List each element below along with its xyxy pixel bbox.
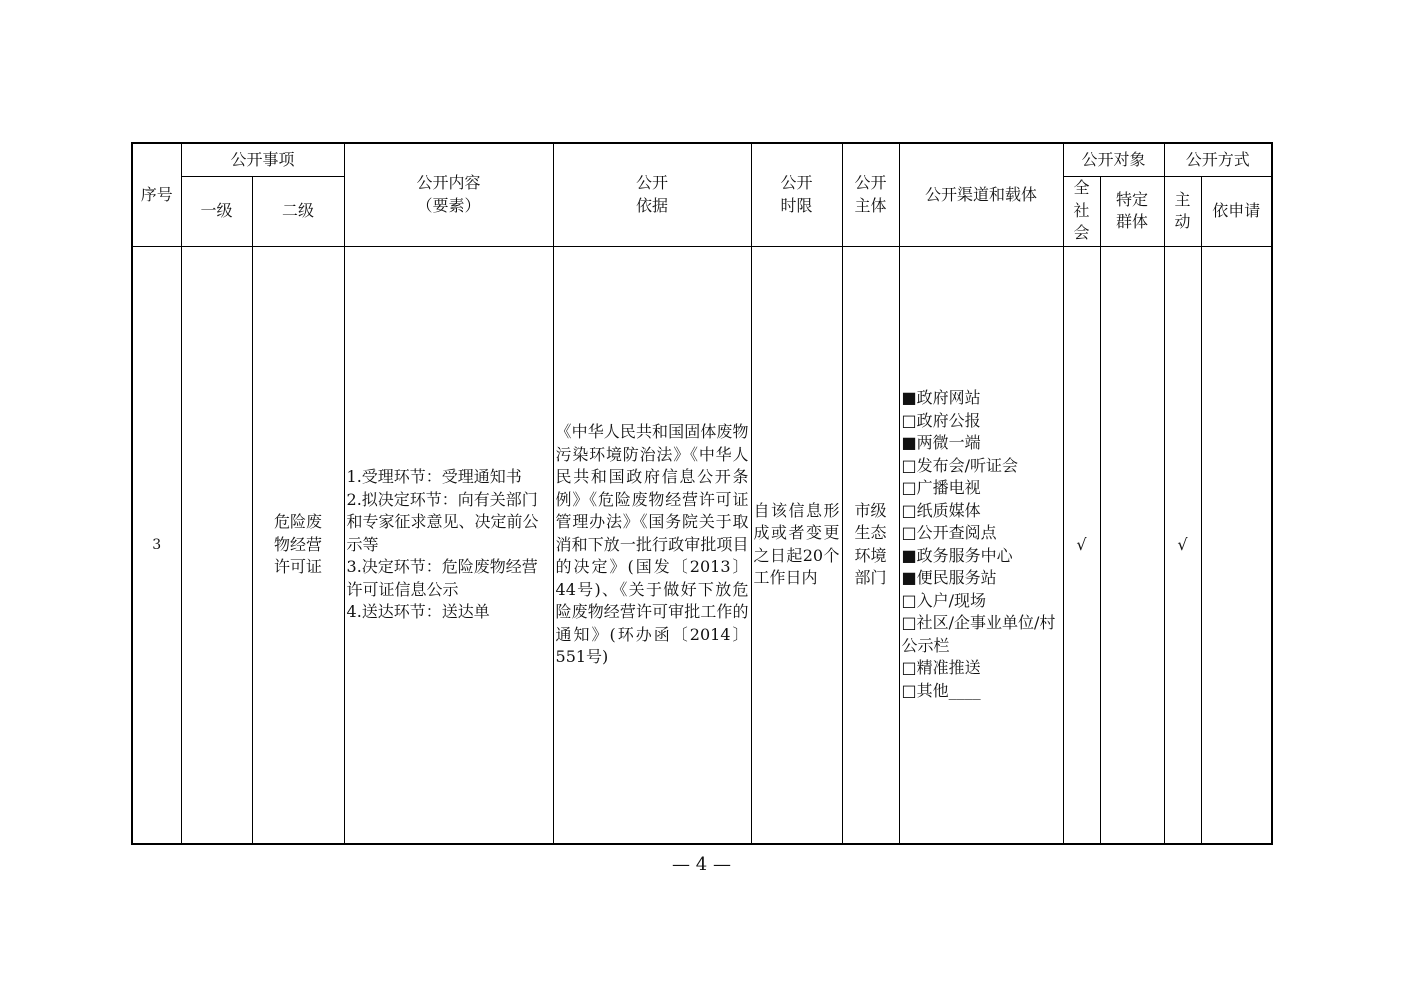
cell-active-check: √ — [1164, 246, 1201, 844]
channel-item: ■政务服务中心 — [901, 545, 1013, 565]
content-item-2: 2.拟决定环节：向有关部门和专家征求意见、决定前公示等 — [346, 489, 539, 554]
header-specific-group — [1100, 176, 1164, 246]
header-specific-line1: 特定 — [1116, 189, 1149, 209]
header-active — [1164, 176, 1201, 246]
header-basis-line1: 公开 — [636, 173, 669, 193]
cell-subject-line2: 生态 — [854, 523, 887, 543]
header-basis — [553, 143, 751, 246]
header-channels: 公开渠道和载体 — [899, 143, 1063, 246]
cell-content — [344, 246, 553, 844]
cell-specific-group-check — [1100, 246, 1164, 844]
channel-item: □政府公报 — [901, 410, 981, 430]
header-whole-society-char1: 全 — [1073, 178, 1090, 198]
content-item-3: 3.决定环节：危险废物经营许可证信息公示 — [346, 557, 538, 599]
channel-item: ■政府网站 — [901, 388, 981, 408]
cell-subject-line3: 环境 — [854, 545, 887, 565]
header-basis-line2: 依据 — [636, 195, 669, 215]
cell-on-request-check — [1201, 246, 1272, 844]
header-seq: 序号 — [132, 143, 181, 246]
channel-item: □纸质媒体 — [901, 500, 981, 520]
cell-level2 — [252, 246, 344, 844]
channel-item: □广播电视 — [901, 478, 981, 498]
cell-level2-line1: 危险废 — [274, 512, 323, 531]
header-object-group: 公开对象 — [1063, 143, 1164, 176]
header-active-char2: 动 — [1174, 212, 1191, 231]
cell-subject — [842, 246, 899, 844]
content-item-4: 4.送达环节：送达单 — [346, 602, 490, 621]
header-content-line1: 公开内容 — [416, 173, 481, 193]
header-whole-society — [1063, 176, 1100, 246]
header-subject — [842, 143, 899, 246]
cell-level1 — [181, 246, 252, 844]
channel-item: □发布会/听证会 — [901, 455, 1019, 475]
header-active-char1: 主 — [1174, 189, 1191, 209]
header-item-group: 公开事项 — [181, 143, 344, 176]
page-number: — 4 — — [672, 854, 731, 875]
channel-item: □精准推送 — [901, 658, 981, 678]
content-item-1: 1.受理环节：受理通知书 — [346, 467, 522, 486]
header-subject-line2: 主体 — [854, 195, 887, 215]
channel-item: ■两微一端 — [901, 433, 981, 453]
disclosure-table — [131, 142, 1273, 845]
header-time-limit — [751, 143, 842, 246]
header-whole-society-char2: 社 — [1073, 200, 1090, 220]
cell-level2-line3: 许可证 — [274, 557, 323, 576]
header-specific-line2: 群体 — [1116, 212, 1149, 231]
channel-item: □社区/企事业单位/村公示栏 — [901, 613, 1056, 655]
cell-subject-line1: 市级 — [854, 500, 887, 520]
channel-item: □公开查阅点 — [901, 523, 997, 543]
cell-subject-line4: 部门 — [854, 568, 887, 588]
header-content — [344, 143, 553, 246]
header-method-group: 公开方式 — [1164, 143, 1272, 176]
header-whole-society-char3: 会 — [1073, 223, 1090, 243]
cell-whole-society-check: √ — [1063, 246, 1100, 844]
channel-item: □其他____ — [901, 680, 981, 700]
channel-item: □入户/现场 — [901, 590, 987, 610]
header-time-line1: 公开 — [780, 173, 813, 193]
cell-level2-line2: 物经营 — [274, 534, 323, 554]
header-time-line2: 时限 — [780, 195, 813, 215]
cell-time-limit: 自该信息形成或者变更之日起20个工作日内 — [751, 246, 842, 844]
header-content-line2: （要素） — [416, 195, 481, 215]
cell-channels — [899, 246, 1063, 844]
header-on-request: 依申请 — [1201, 176, 1272, 246]
header-subject-line1: 公开 — [854, 173, 887, 193]
cell-basis: 《中华人民共和国固体废物污染环境防治法》《中华人民共和国政府信息公开条例》《危险废物经营许可证管理办法》《国务院关于取消和下放一批行政审批项目的决定》(国发〔2013〕44号)、《关于做好下放危险废物经营许可审批工作的通知》(环办函〔2014〕551号) — [553, 246, 751, 844]
header-level2: 二级 — [252, 176, 344, 246]
channel-item: ■便民服务站 — [901, 568, 997, 588]
cell-seq: 3 — [132, 246, 181, 844]
header-level1: 一级 — [181, 176, 252, 246]
